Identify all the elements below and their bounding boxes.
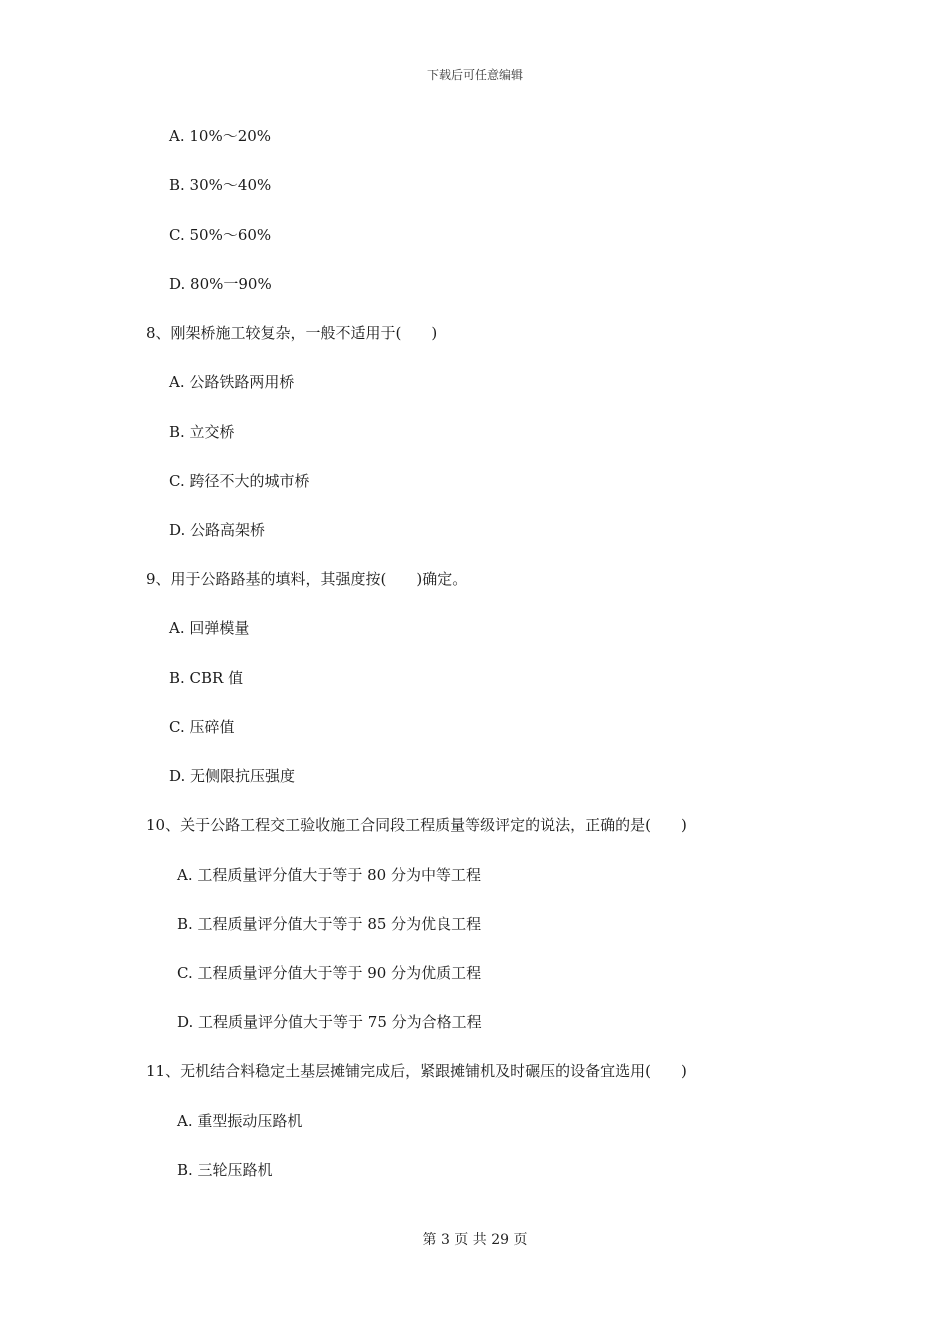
q9-option-c: C. 压碎值 (169, 718, 235, 736)
q10-option-c: C. 工程质量评分值大于等于 90 分为优质工程 (177, 964, 482, 982)
q8-option-c: C. 跨径不大的城市桥 (169, 472, 310, 490)
q8-option-b: B. 立交桥 (169, 423, 235, 441)
q9-option-d: D. 无侧限抗压强度 (169, 767, 296, 785)
q9-option-a: A. 回弹模量 (169, 619, 250, 637)
q9-stem: 9、用于公路路基的填料，其强度按( )确定。 (146, 570, 468, 588)
q11-stem: 11、无机结合料稳定土基层摊铺完成后，紧跟摊铺机及时碾压的设备宜选用( ) (146, 1062, 687, 1080)
q9-option-b: B. CBR 值 (169, 669, 244, 687)
q10-stem: 10、关于公路工程交工验收施工合同段工程质量等级评定的说法，正确的是( ) (146, 816, 687, 834)
q11-option-b: B. 三轮压路机 (177, 1161, 273, 1179)
q10-option-b: B. 工程质量评分值大于等于 85 分为优良工程 (177, 915, 482, 933)
q8-option-a: A. 公路铁路两用桥 (169, 373, 295, 391)
q10-option-d: D. 工程质量评分值大于等于 75 分为合格工程 (177, 1013, 482, 1031)
page-footer: 第 3 页 共 29 页 (422, 1232, 528, 1248)
q8-option-d: D. 公路高架桥 (169, 521, 266, 539)
q7-option-d: D. 80%一90% (169, 275, 272, 293)
q7-option-a: A. 10%～20% (169, 127, 272, 145)
q7-option-b: B. 30%～40% (169, 176, 272, 194)
q11-option-a: A. 重型振动压路机 (177, 1112, 303, 1130)
q8-stem: 8、刚架桥施工较复杂，一般不适用于( ) (146, 324, 438, 342)
page-header: 下载后可任意编辑 (426, 68, 523, 82)
q7-option-c: C. 50%～60% (169, 226, 272, 244)
q10-option-a: A. 工程质量评分值大于等于 80 分为中等工程 (177, 866, 481, 884)
